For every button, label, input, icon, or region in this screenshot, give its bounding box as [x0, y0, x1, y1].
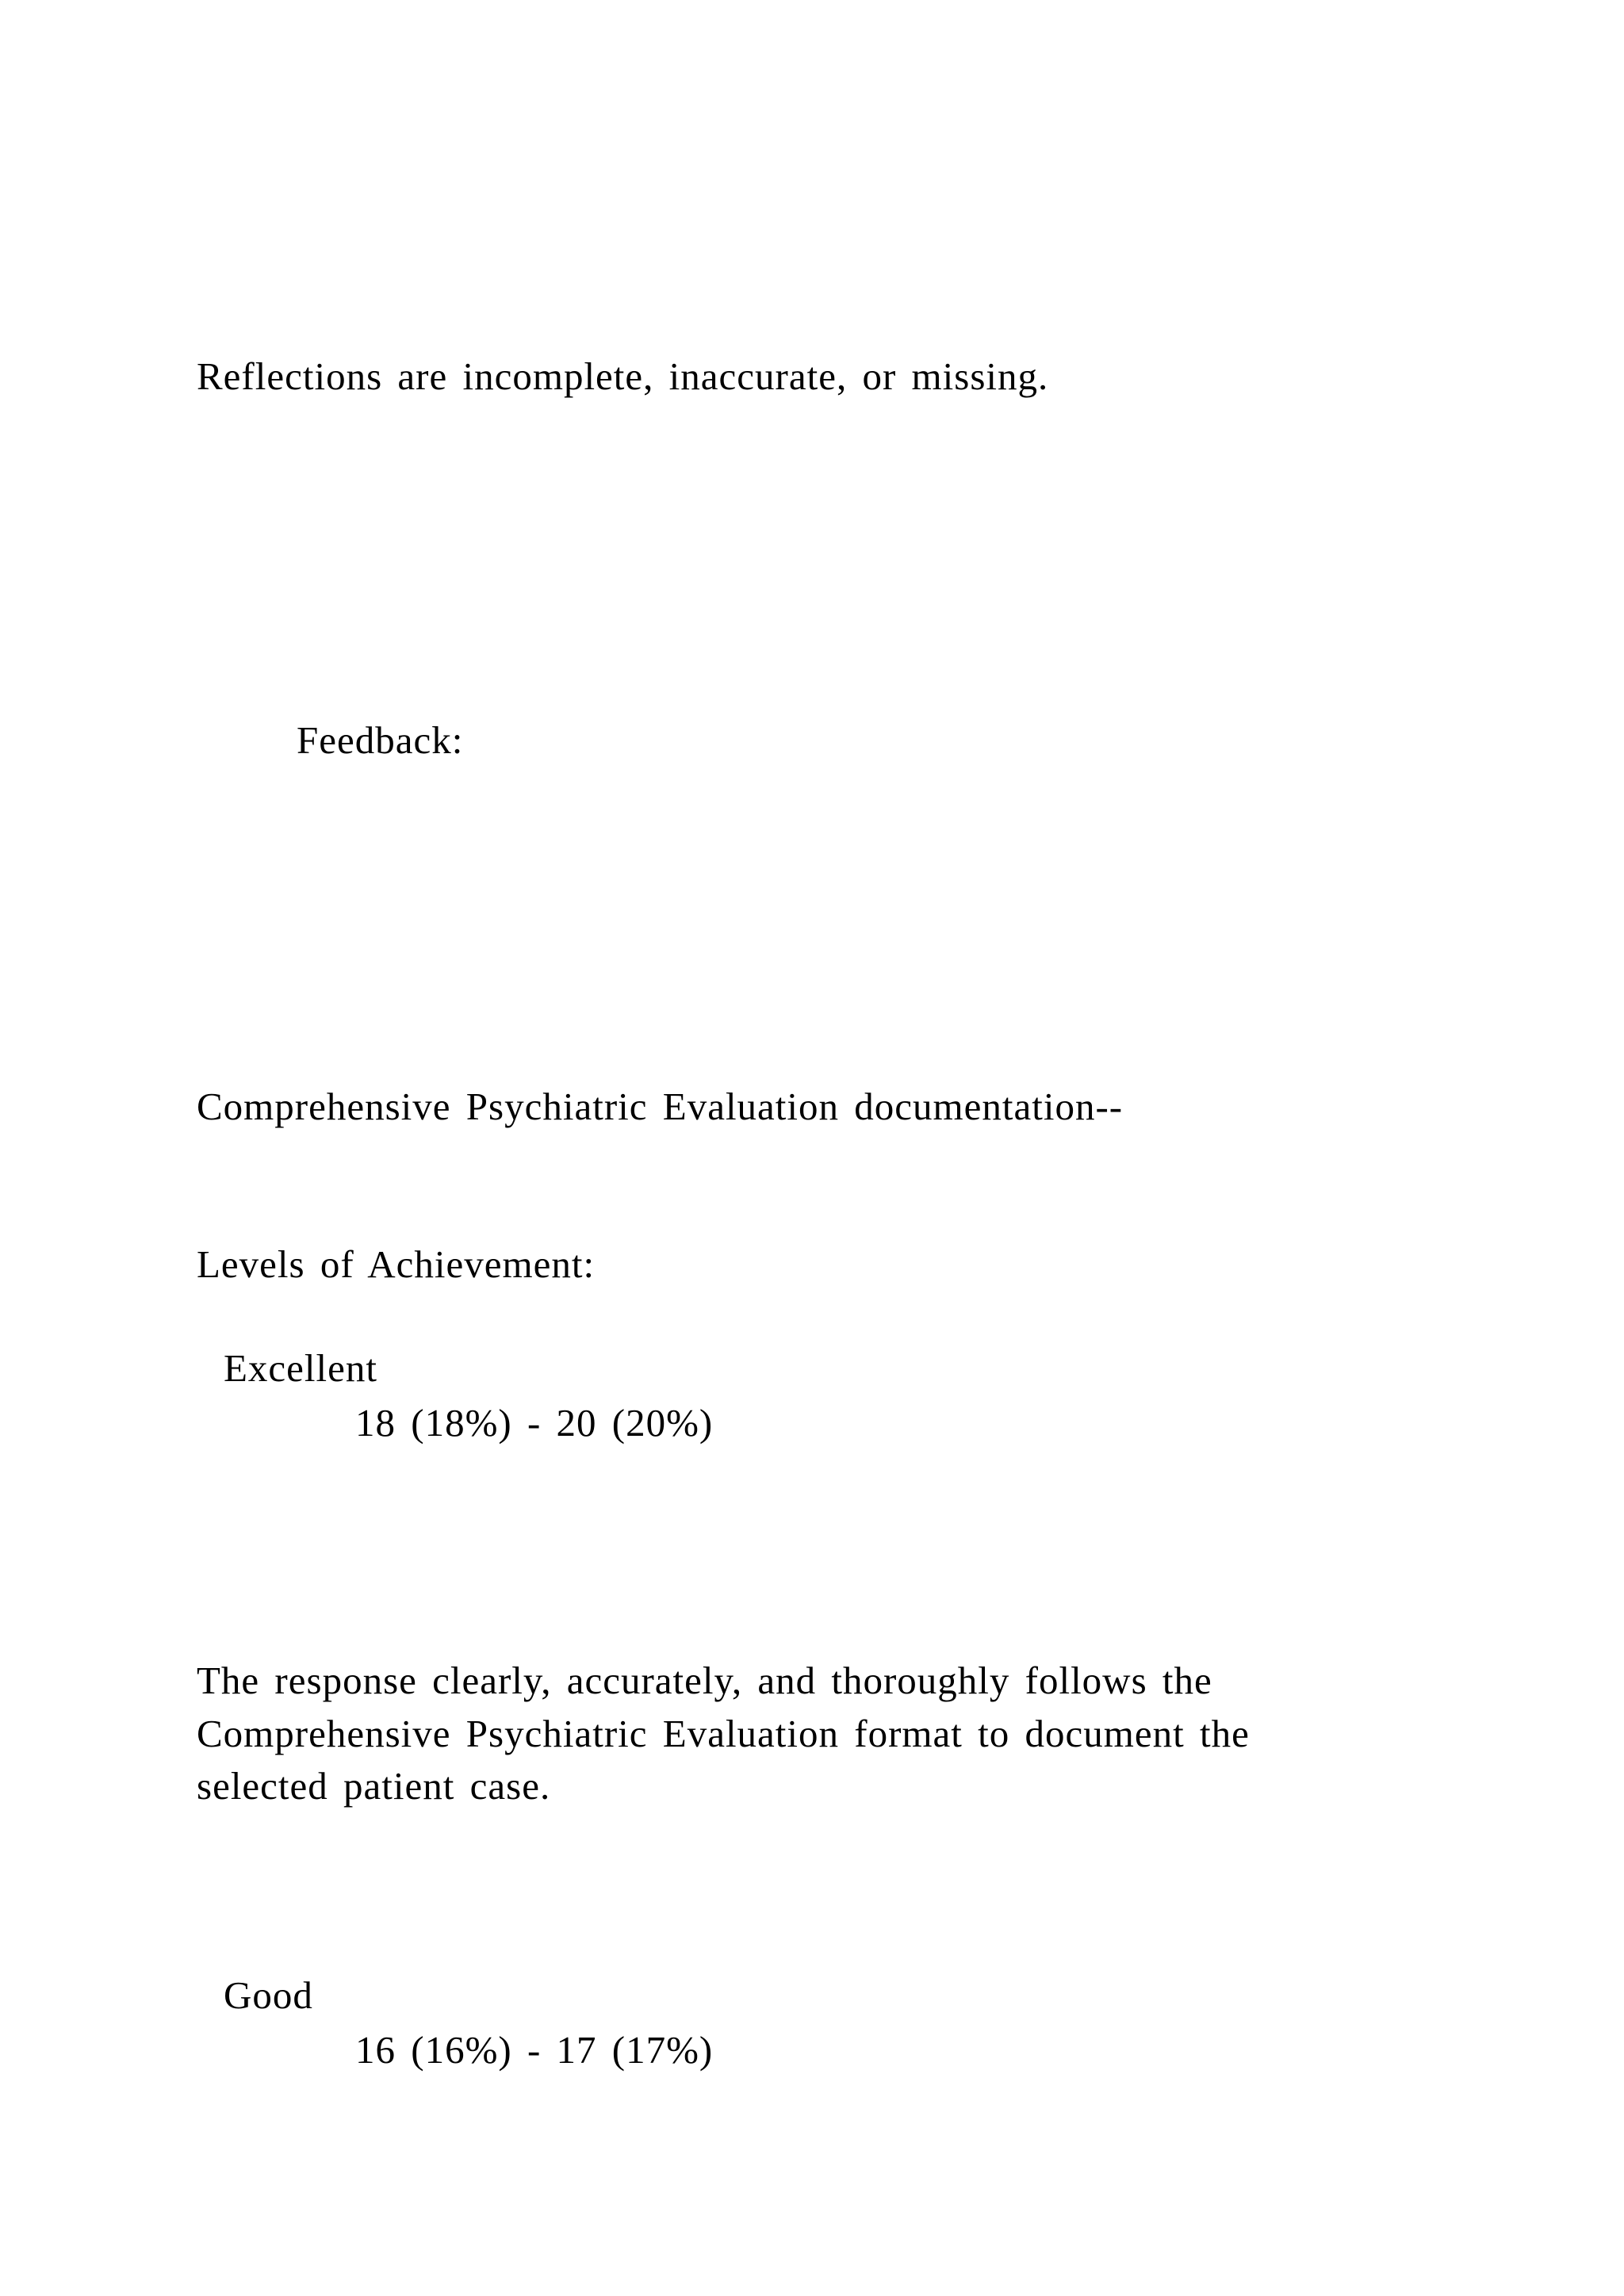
level-range-excellent: 18 (18%) - 20 (20%) — [355, 1401, 714, 1445]
reflections-text: Reflections are incomplete, inaccurate, or missing. — [197, 354, 1049, 398]
level-name-good: Good — [224, 1973, 313, 2017]
description-line: Comprehensive Psychiatric Evaluation format to document the — [197, 1712, 1250, 1755]
description-line: selected patient case. — [197, 1764, 551, 1808]
level-name-excellent: Excellent — [224, 1346, 378, 1390]
levels-heading: Levels of Achievement: — [197, 1242, 596, 1286]
criterion-title: Comprehensive Psychiatric Evaluation documentation-- — [197, 1085, 1124, 1128]
feedback-label: Feedback: — [297, 718, 464, 762]
level-range-good: 16 (16%) - 17 (17%) — [355, 2028, 714, 2072]
description-line: The response clearly, accurately, and thoroughly follows the — [197, 1659, 1212, 1702]
